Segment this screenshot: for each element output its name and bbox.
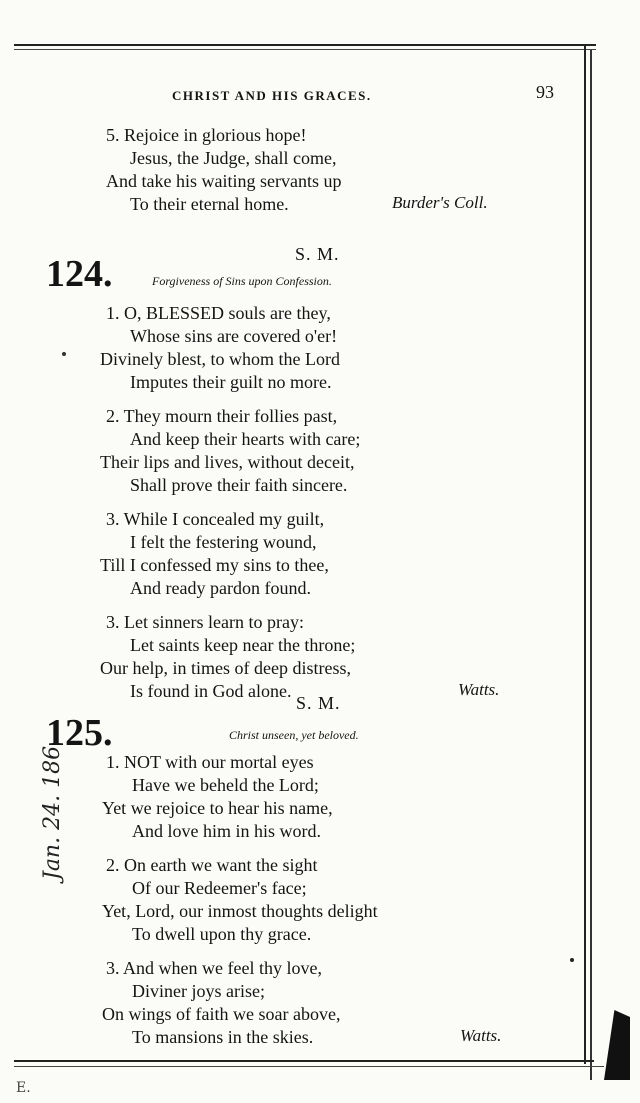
verse-line: To mansions in the skies. (132, 1027, 314, 1047)
verse-line: 1. O, BLESSED souls are they, (106, 303, 331, 323)
verse-line: And take his waiting servants up (106, 171, 342, 191)
bottom-rule (14, 1060, 594, 1062)
verse-line: Yet we rejoice to hear his name, (102, 798, 333, 818)
verse-line: And keep their hearts with care; (130, 429, 361, 449)
verse-line: Divinely blest, to whom the Lord (100, 349, 340, 369)
verse-line: Shall prove their faith sincere. (130, 475, 348, 495)
top-rule (14, 44, 596, 46)
verse-line: Is found in God alone. (130, 681, 292, 701)
verse-line: Till I confessed my sins to thee, (100, 555, 329, 575)
verse-line: 1. NOT with our mortal eyes (106, 752, 314, 772)
ink-speck (62, 352, 66, 356)
verse-line: And love him in his word. (132, 821, 321, 841)
right-rule (584, 44, 586, 1064)
verse-line: Our help, in times of deep distress, (100, 658, 351, 678)
page-number: 93 (536, 82, 554, 102)
verse-line: On wings of faith we soar above, (102, 1004, 341, 1024)
hymn-number: 124. (46, 253, 113, 295)
right-rule-outer (590, 50, 592, 1080)
hymn-title: Christ unseen, yet beloved. (229, 728, 359, 742)
hymn-title: Forgiveness of Sins upon Confession. (152, 274, 332, 288)
attribution: Watts. (460, 1026, 502, 1045)
verse-line: Yet, Lord, our inmost thoughts delight (102, 901, 378, 921)
handwritten-note: Jan. 24. 186 (40, 745, 65, 880)
verse-line: I felt the festering wound, (130, 532, 317, 552)
bottom-rule-outer (14, 1066, 604, 1067)
verse-line: 2. They mourn their follies past, (106, 406, 338, 426)
attribution: Burder's Coll. (392, 193, 488, 212)
verse-line: To their eternal home. (130, 194, 289, 214)
hymn-meter: S. M. (296, 693, 341, 713)
verse-line: Jesus, the Judge, shall come, (130, 148, 337, 168)
verse-line: Their lips and lives, without deceit, (100, 452, 355, 472)
verse-line: 3. And when we feel thy love, (106, 958, 322, 978)
top-rule-inner (14, 49, 596, 50)
hymn-meter: S. M. (295, 244, 340, 264)
verse-line: 5. Rejoice in glorious hope! (106, 125, 307, 145)
book-spine-shadow (604, 1010, 630, 1080)
verse-line: 3. While I concealed my guilt, (106, 509, 325, 529)
verse-line: Diviner joys arise; (132, 981, 265, 1001)
verse-line: Of our Redeemer's face; (132, 878, 307, 898)
verse-line: Imputes their guilt no more. (130, 372, 332, 392)
ink-speck (570, 958, 574, 962)
verse-line: 3. Let sinners learn to pray: (106, 612, 304, 632)
verse-line: Let saints keep near the throne; (130, 635, 356, 655)
attribution: Watts. (458, 680, 500, 699)
verse-line: Whose sins are covered o'er! (130, 326, 338, 346)
verse-line: 2. On earth we want the sight (106, 855, 318, 875)
verse-line: And ready pardon found. (130, 578, 311, 598)
corner-mark: E. (16, 1080, 31, 1096)
verse-line: Have we beheld the Lord; (132, 775, 319, 795)
hymn-number: 125. (46, 712, 113, 754)
running-head: CHRIST AND HIS GRACES. (172, 88, 372, 103)
verse-line: To dwell upon thy grace. (132, 924, 312, 944)
